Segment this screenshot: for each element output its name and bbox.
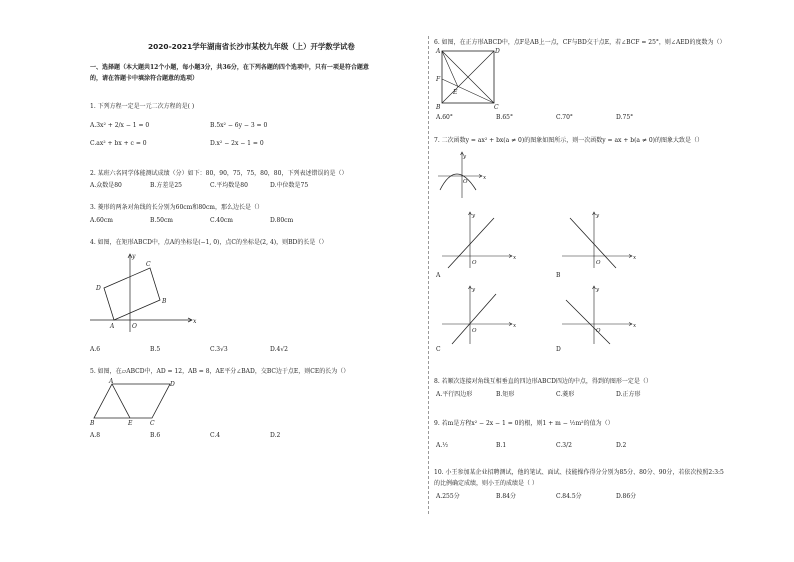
q6-option-b: B.65° [496, 114, 513, 121]
q1-option-c: C.ax² + bx + c = 0 [90, 140, 147, 147]
q1-option-a: A.3x² + 2/x − 1 = 0 [90, 122, 150, 129]
q7-c-x: x [513, 323, 517, 329]
q10-option-b: B.84分 [496, 493, 516, 500]
q4-label-a: A [110, 323, 115, 330]
q4-label-y: y [132, 253, 136, 260]
q3-stem: 3. 菱形的两条对角线的长分别为60cm和80cm，那么边长是（） [90, 204, 264, 211]
q9-option-d: D.2 [616, 442, 627, 449]
q4-label-o: O [132, 323, 137, 330]
q3-option-b: B.50cm [150, 217, 174, 224]
q7-label-a: A [436, 272, 441, 279]
q7-graph-b [560, 208, 640, 270]
q10-option-d: D.86分 [616, 493, 637, 500]
q7-a-o: O [472, 260, 477, 266]
q6-label-f: F [436, 76, 441, 83]
q4-label-x: x [193, 318, 197, 325]
q7-given-parabola [436, 150, 486, 200]
q6-label-c: C [494, 104, 499, 111]
q1-stem: 1. 下列方程一定是一元二次方程的是( ) [90, 103, 195, 110]
q3-option-a: A.60cm [90, 217, 113, 224]
q10-stem-cont: 的比例确定成绩，则小王的成绩是（ ） [434, 480, 538, 487]
q4-figure [88, 250, 198, 335]
q7-b-o: O [596, 260, 601, 266]
q9-option-a: A.½ [436, 442, 449, 449]
q4-option-a: A.6 [90, 346, 101, 353]
q9-stem: 9. 若m是方程x² − 2x − 1 = 0的根，则1 + m − ½m²的值为（） [434, 420, 614, 427]
q4-stem: 4. 如图，在矩形ABCD中，点A的坐标是(−1, 0)，点C的坐标是(2, 4)，则BD的长是（） [90, 239, 328, 246]
q8-option-d: D.正方形 [616, 391, 641, 398]
q7-a-y: y [472, 213, 476, 219]
section-heading: 一、选择题（本大题共12个小题，每小题3分，共36分，在下列各题的四个选项中，只有一项是符合题意 [90, 64, 369, 71]
q8-stem: 8. 若顺次连接对角线互相垂直的四边形ABCD四边的中点，得到的图形一定是（） [434, 378, 652, 385]
q6-figure [436, 47, 500, 111]
q2-stem: 2. 某班六名同学体能测试成绩（分）如下：80，90，75，75，80，80，下列表述错误的是（） [90, 170, 348, 177]
column-divider [428, 36, 429, 514]
q5-option-b: B.6 [150, 432, 161, 439]
q8-option-b: B.矩形 [496, 391, 515, 398]
q2-option-b: B.方差是25 [150, 182, 182, 189]
q5-option-a: A.8 [90, 432, 101, 439]
q7-b-y: y [596, 213, 600, 219]
q7-a-x: x [513, 255, 517, 261]
q9-option-b: B.1 [496, 442, 507, 449]
q7-label-c: C [436, 346, 441, 353]
q5-label-c: C [150, 420, 155, 427]
q5-label-d: D [170, 381, 175, 388]
q6-label-d: D [495, 48, 500, 55]
q7-label-b: B [556, 272, 561, 279]
q7-d-x: x [633, 323, 637, 329]
q10-option-a: A.255分 [436, 493, 460, 500]
q6-option-a: A.60° [436, 114, 453, 121]
q5-option-c: C.4 [210, 432, 221, 439]
q1-option-b: B.5x² − 6y − 3 = 0 [210, 122, 268, 129]
q6-option-d: D.75° [616, 114, 634, 121]
q3-option-c: C.40cm [210, 217, 233, 224]
q7-c-y: y [472, 287, 476, 293]
section-heading-cont: 的，请在答题卡中填涂符合题意的选项） [90, 75, 199, 82]
q2-option-a: A.众数是80 [90, 182, 122, 189]
q7-parabola-x: x [483, 175, 487, 181]
q5-label-e: E [128, 420, 133, 427]
q4-label-d: D [96, 285, 101, 292]
q10-stem: 10. 小王参加某企业招聘测试，他的笔试、面试、技能操作得分分别为85分、80分、90分，若依次按照2:3:5 [434, 469, 724, 476]
q7-graph-a [440, 208, 520, 270]
q2-option-c: C.平均数是80 [210, 182, 248, 189]
q7-label-d: D [556, 346, 561, 353]
q6-stem: 6. 如图，在正方形ABCD中，点F是AB上一点，CF与BD交于点E，若∠BCF = 25°，则∠AED的度数为（） [434, 39, 726, 46]
q6-label-e: E [453, 89, 458, 96]
q6-label-a: A [436, 48, 441, 55]
q8-option-c: C.菱形 [556, 391, 575, 398]
q9-option-c: C.3/2 [556, 442, 572, 449]
q6-label-b: B [436, 104, 441, 111]
q4-label-c: C [146, 261, 151, 268]
q8-option-a: A.平行四边形 [436, 391, 473, 398]
q3-option-d: D.80cm [270, 217, 294, 224]
q5-label-a: A [109, 378, 114, 385]
q5-figure [88, 378, 188, 428]
q5-stem: 5. 如图，在▱ABCD中，AD = 12，AB = 8，AE平分∠BAD，交BC边于点E，则CE的长为（） [90, 368, 350, 375]
q4-option-d: D.4√2 [270, 346, 288, 353]
q4-label-b: B [162, 298, 167, 305]
q7-parabola-o: O [463, 179, 468, 185]
q2-option-d: D.中位数是75 [270, 182, 309, 189]
q7-c-o: O [472, 328, 477, 334]
q7-stem: 7. 二次函数y = ax² + bx(a ≠ 0)的图象如图所示，则一次函数y = ax + b(a ≠ 0)的图象大致是（） [434, 137, 704, 144]
q10-option-c: C.84.5分 [556, 493, 582, 500]
q1-option-d: D.x² − 2x − 1 = 0 [210, 140, 264, 147]
exam-title: 2020-2021学年湖南省长沙市某校九年级（上）开学数学试卷 [148, 42, 355, 51]
q5-option-d: D.2 [270, 432, 281, 439]
q7-parabola-y: y [463, 154, 467, 160]
q7-d-o: O [596, 328, 601, 334]
q4-option-b: B.5 [150, 346, 161, 353]
q7-graph-c [440, 282, 520, 346]
q7-b-x: x [633, 255, 637, 261]
q7-d-y: y [596, 287, 600, 293]
q4-option-c: C.3√3 [210, 346, 228, 353]
q7-graph-d [560, 282, 640, 346]
q6-option-c: C.70° [556, 114, 573, 121]
q5-label-b: B [90, 420, 95, 427]
